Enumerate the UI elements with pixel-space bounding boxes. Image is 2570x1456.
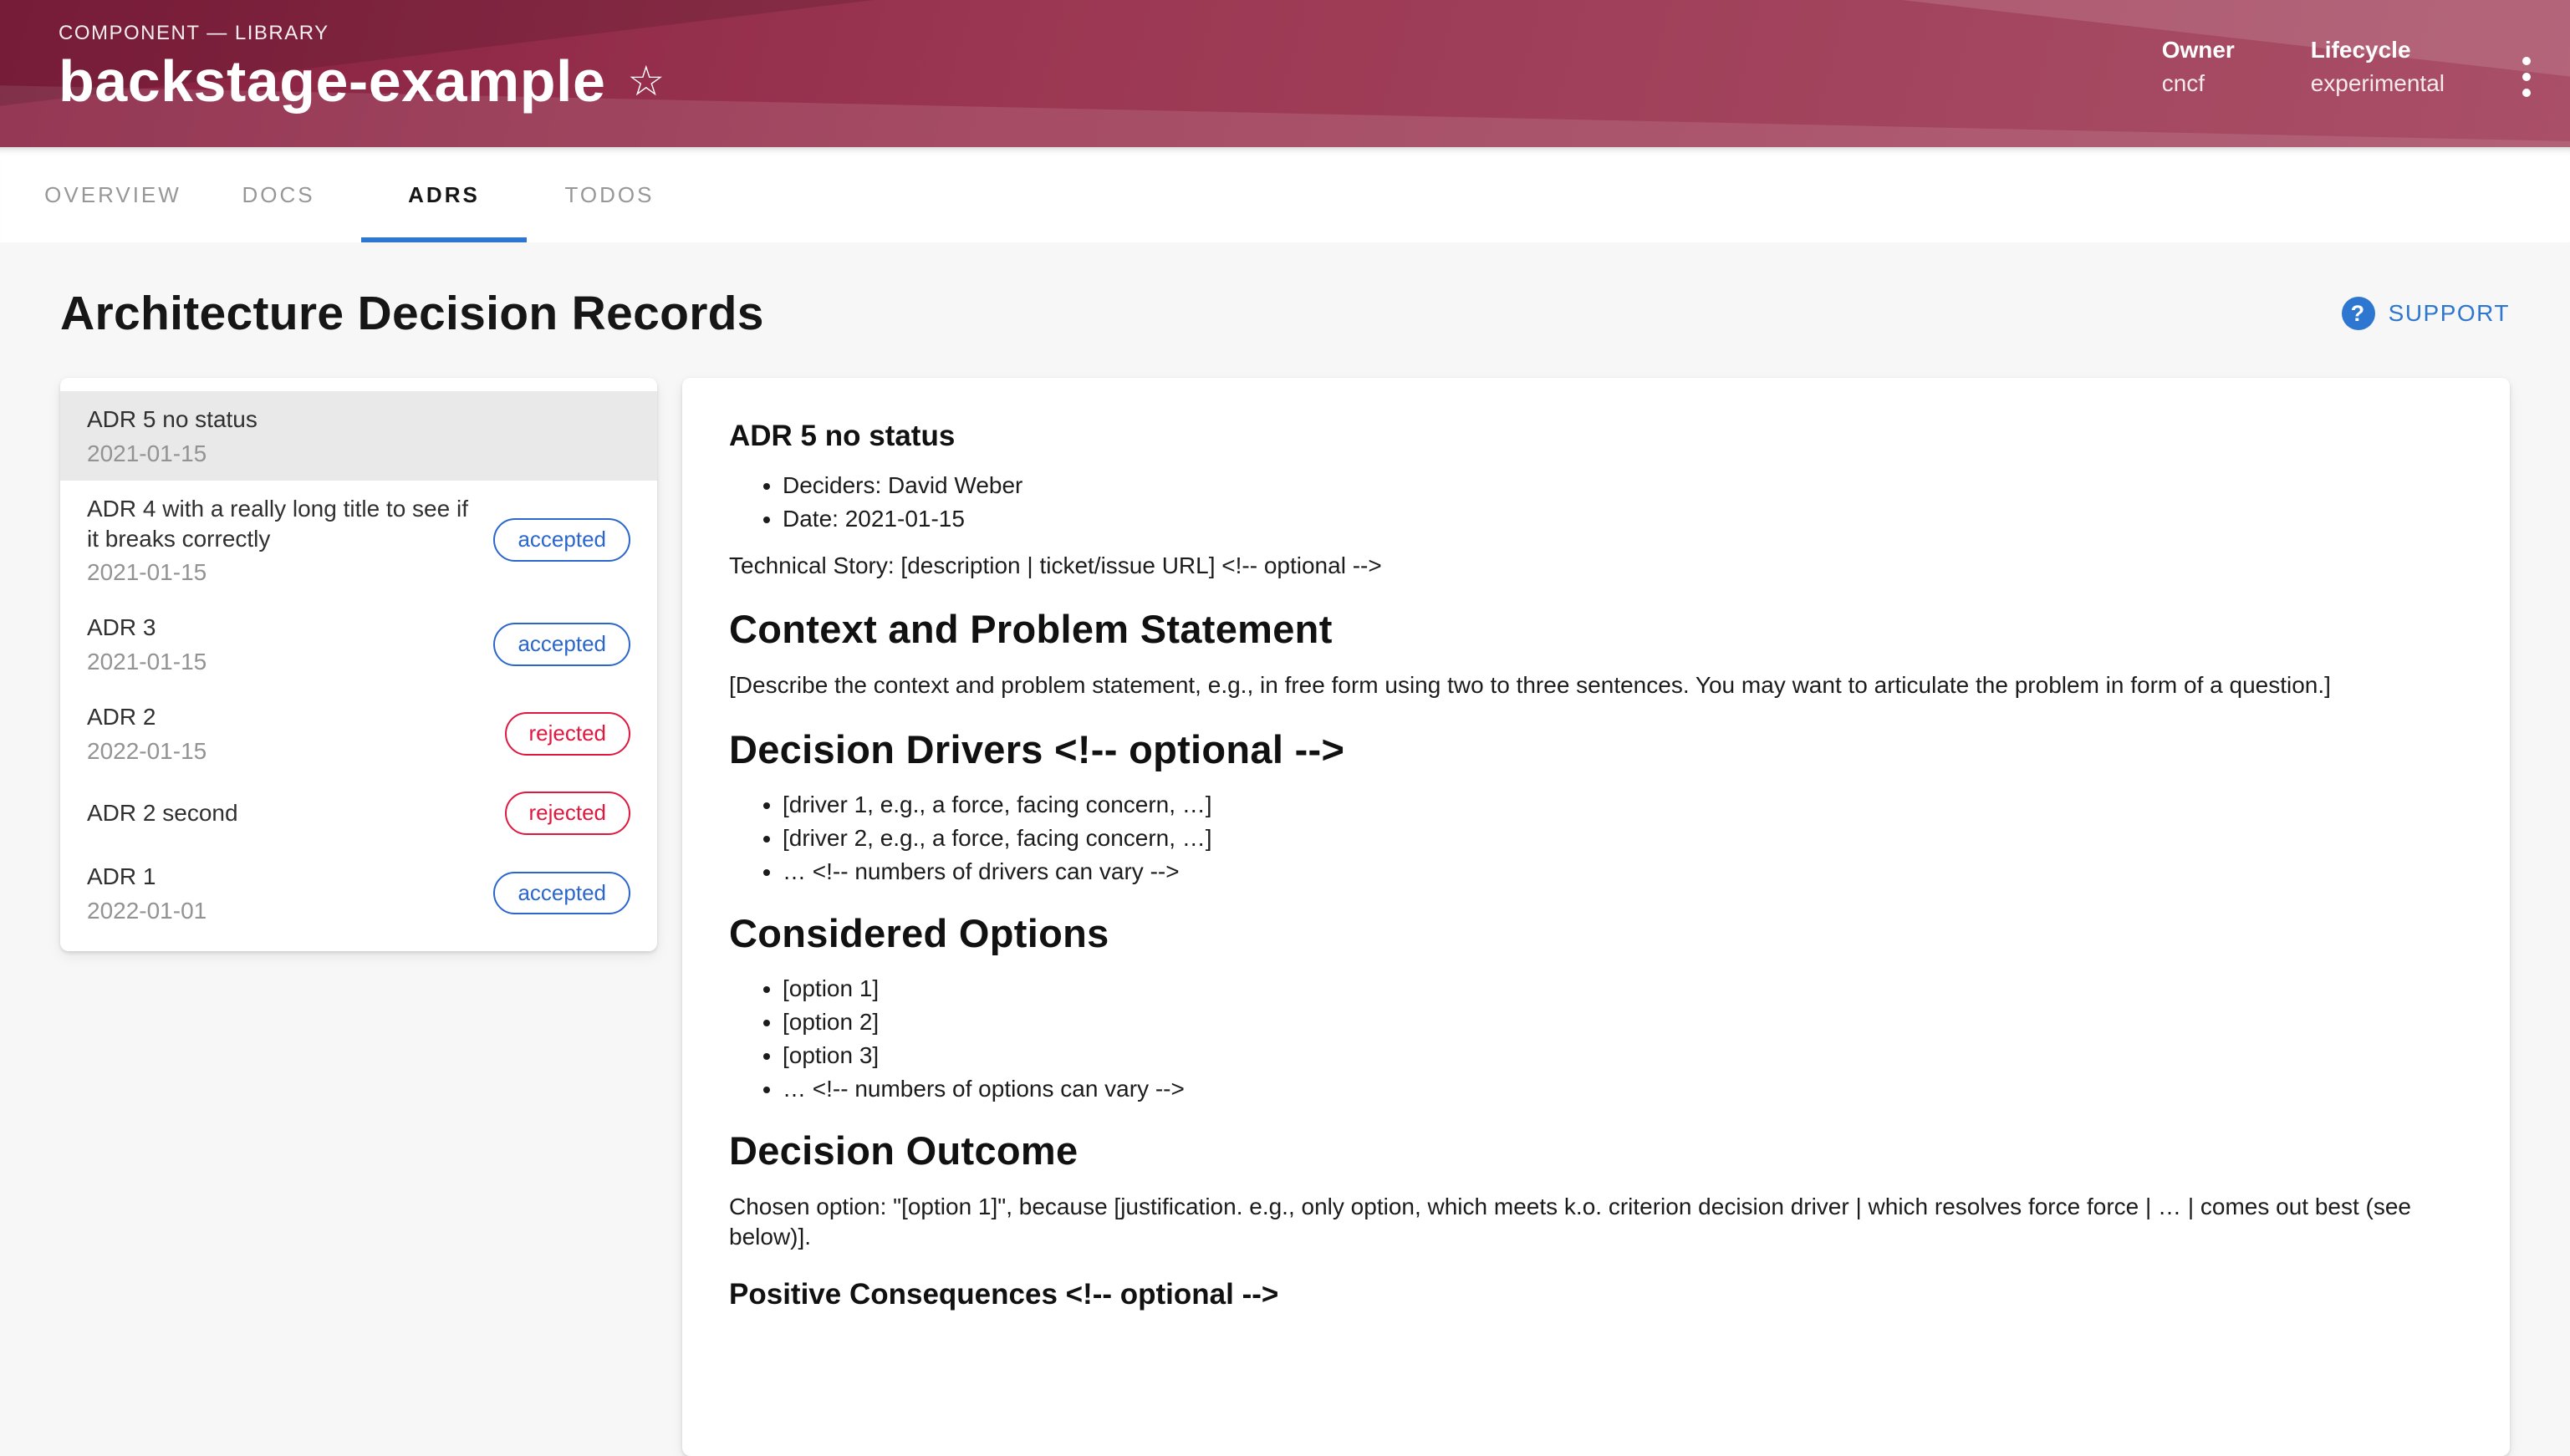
doc-list (729, 471, 2463, 532)
tab-docs[interactable]: DOCS (242, 181, 315, 207)
doc-subheading: Positive Consequences <!-- optional --> (729, 1277, 1279, 1311)
doc-paragraph: Chosen option: "[option 1]", because [justification. e.g., only option, which meets k.o. criterion decision driver | which resolves force force | … | comes out best (see below)]. (729, 1194, 2412, 1250)
adr-list-item[interactable] (60, 481, 657, 600)
status-chip: rejected (505, 712, 631, 756)
adr-document (682, 378, 2510, 1456)
doc-list-item: • [option 2] (783, 1008, 2463, 1036)
doc-list-item: • [option 3] (783, 1041, 2463, 1069)
entity-meta (2162, 37, 2445, 97)
doc-list-item: • Date: 2021-01-15 (783, 505, 2463, 532)
adr-list-item[interactable] (60, 391, 657, 481)
owner-value[interactable]: cncf (2161, 70, 2205, 96)
status-chip: accepted (493, 872, 630, 915)
tab-adrs[interactable]: ADRS (361, 147, 527, 242)
support-label: SUPPORT (2388, 300, 2510, 326)
breadcrumb: COMPONENT — LIBRARY (59, 22, 329, 44)
kebab-icon (2522, 57, 2531, 65)
doc-list-item: • [option 1] (783, 975, 2463, 1002)
adr-date: 2022-01-15 (87, 738, 207, 765)
doc-paragraph: [Describe the context and problem statement, e.g., in free form using two to three sentences. You may want to articulate the problem in form of a question.] (729, 672, 2331, 699)
adr-date: 2021-01-15 (87, 440, 207, 466)
adr-list-item[interactable] (60, 848, 657, 938)
owner-label: Owner (2161, 37, 2235, 63)
doc-paragraph: Technical Story: [description | ticket/issue URL] <!-- optional --> (729, 552, 1382, 579)
doc-section-heading: Considered Options (729, 910, 1109, 955)
more-options-button[interactable] (2506, 47, 2547, 107)
page-title: Architecture Decision Records (60, 287, 764, 340)
doc-list (729, 791, 2463, 885)
adr-title: ADR 5 no status (87, 406, 258, 432)
doc-section-heading: Context and Problem Statement (729, 607, 1333, 652)
tab-overview[interactable]: OVERVIEW (44, 181, 181, 207)
doc-list-item: • … <!-- numbers of options can vary --> (783, 1075, 2463, 1102)
adrs-tab-content (0, 242, 2570, 1456)
doc-title: ADR 5 no status (729, 420, 956, 452)
lifecycle-block (2311, 37, 2445, 97)
lifecycle-value: experimental (2310, 70, 2445, 96)
star-icon: ☆ (627, 58, 665, 104)
adr-date: 2021-01-15 (87, 559, 207, 586)
adr-date: 2022-01-01 (87, 897, 207, 924)
adr-title: ADR 3 (87, 614, 156, 641)
doc-list (729, 975, 2463, 1102)
adr-list-item[interactable] (60, 689, 657, 778)
status-chip: accepted (493, 518, 630, 562)
entity-header (0, 0, 2570, 147)
doc-list-item: • Deciders: David Weber (783, 471, 2463, 499)
adr-list (60, 378, 657, 951)
adr-list-item[interactable] (60, 599, 657, 689)
doc-list-item: • … <!-- numbers of drivers can vary --> (783, 858, 2463, 885)
entity-title: backstage-example (59, 48, 606, 114)
adr-title: ADR 2 (87, 704, 156, 731)
adr-title: ADR 2 second (87, 800, 238, 827)
adr-list-item[interactable] (60, 778, 657, 848)
adr-title: ADR 4 with a really long title to see if it breaks correctly (87, 495, 468, 552)
doc-section-heading: Decision Outcome (729, 1128, 1078, 1173)
doc-list-item: • [driver 1, e.g., a force, facing concern, …] (783, 791, 2463, 818)
favorite-star-button[interactable] (627, 60, 665, 102)
entity-tabs (0, 147, 2570, 242)
doc-section-heading: Decision Drivers <!-- optional --> (729, 726, 1345, 771)
lifecycle-label: Lifecycle (2310, 37, 2411, 63)
tab-todos[interactable]: TODOS (564, 181, 655, 207)
adr-title: ADR 1 (87, 863, 156, 890)
help-icon: ? (2342, 297, 2375, 330)
status-chip: accepted (493, 623, 630, 666)
adr-date: 2021-01-15 (87, 649, 207, 675)
owner-block (2162, 37, 2262, 97)
support-button[interactable] (2342, 297, 2510, 330)
doc-list-item: • [driver 2, e.g., a force, facing concern, …] (783, 824, 2463, 852)
status-chip: rejected (505, 792, 631, 835)
